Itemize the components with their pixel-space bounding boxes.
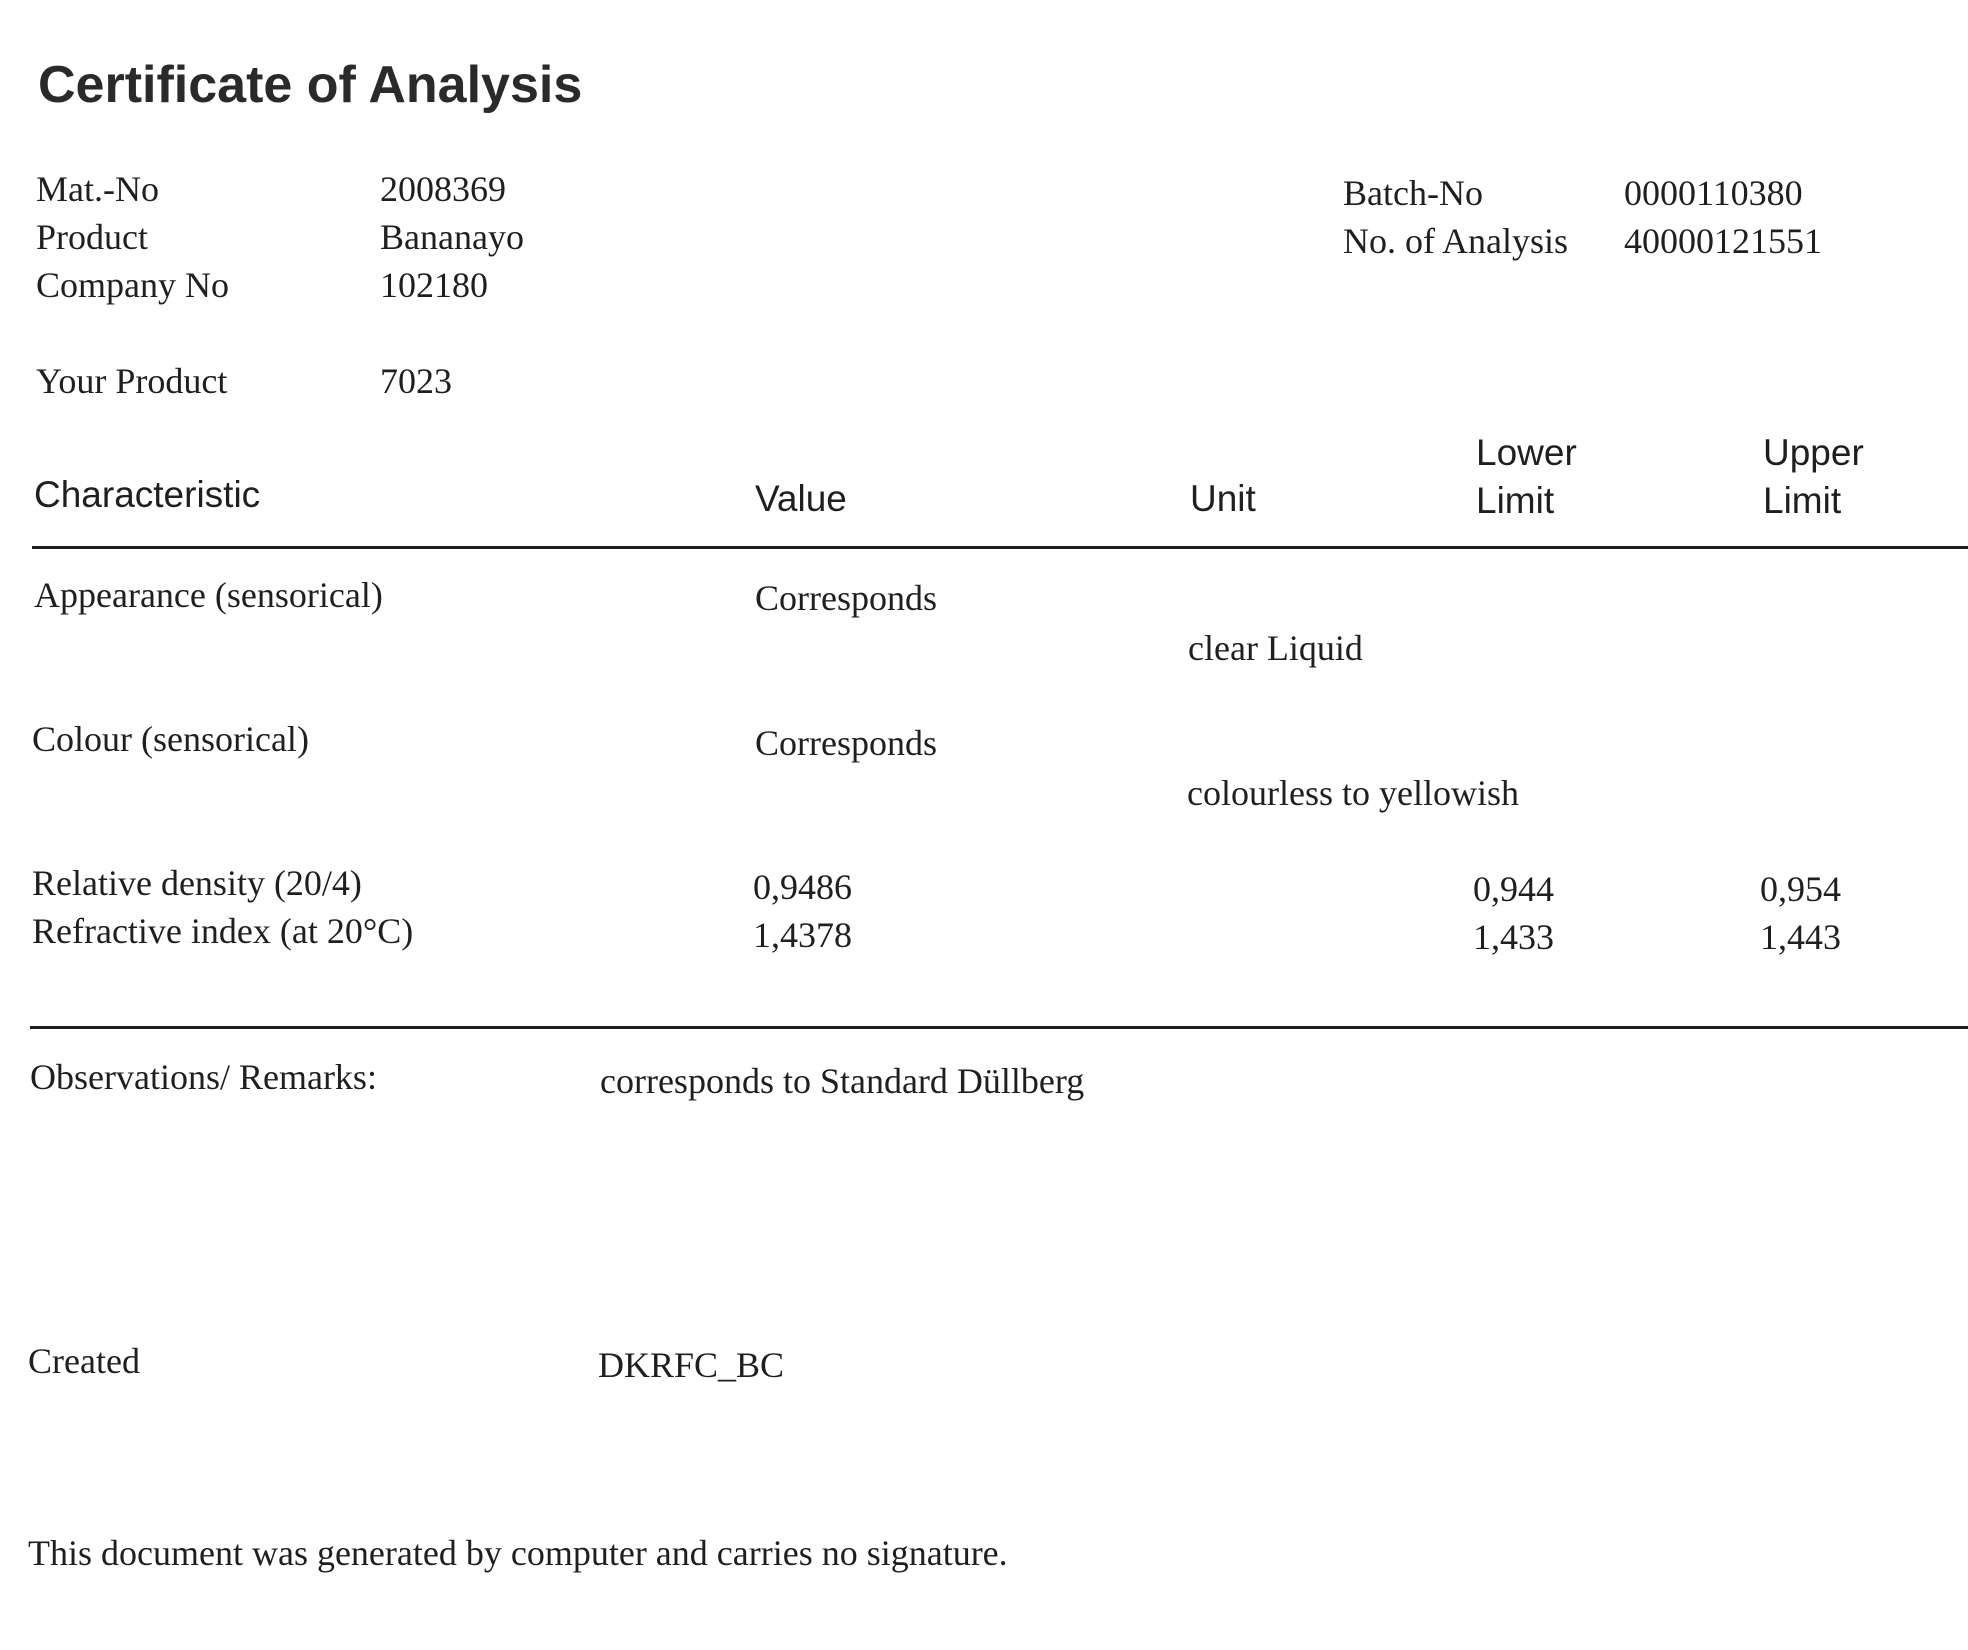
analysis-no-label: No. of Analysis [1343, 221, 1568, 261]
analysis-no-value: 40000121551 [1624, 221, 1822, 261]
mat-no-label: Mat.-No [36, 169, 159, 209]
row-colour-value: Corresponds [755, 723, 937, 763]
created-label: Created [28, 1341, 140, 1381]
row-density-value: 0,9486 [753, 867, 852, 907]
your-product-label: Your Product [36, 361, 228, 401]
row-density-lower: 0,944 [1473, 869, 1554, 909]
row-appearance-spec: clear Liquid [1188, 628, 1363, 668]
row-colour-characteristic: Colour (sensorical) [32, 719, 309, 759]
created-value: DKRFC_BC [598, 1345, 785, 1385]
row-density-upper: 0,954 [1760, 869, 1841, 909]
header-lower-limit-line1: Lower [1476, 432, 1577, 473]
remarks-value: corresponds to Standard Düllberg [600, 1061, 1085, 1101]
header-upper-limit-line1: Upper [1763, 432, 1864, 473]
footer-note: This document was generated by computer and carries no signature. [28, 1533, 1008, 1573]
batch-no-value: 0000110380 [1624, 173, 1803, 213]
row-refractive-upper: 1,443 [1760, 917, 1841, 957]
page-title: Certificate of Analysis [38, 56, 583, 114]
table-bottom-divider [30, 1026, 1968, 1029]
header-upper-limit-line2: Limit [1763, 480, 1842, 521]
row-colour-spec: colourless to yellowish [1187, 773, 1519, 813]
batch-no-label: Batch-No [1343, 173, 1483, 213]
company-no-value: 102180 [380, 265, 488, 305]
product-value: Bananayo [380, 217, 524, 257]
remarks-label: Observations/ Remarks: [30, 1057, 377, 1097]
product-label: Product [36, 217, 148, 257]
your-product-value: 7023 [380, 361, 452, 401]
header-characteristic: Characteristic [34, 474, 261, 515]
row-refractive-characteristic: Refractive index (at 20°C) [32, 911, 414, 951]
row-refractive-lower: 1,433 [1473, 917, 1554, 957]
company-no-label: Company No [36, 265, 229, 305]
header-value: Value [755, 478, 847, 519]
row-refractive-value: 1,4378 [753, 915, 852, 955]
row-appearance-characteristic: Appearance (sensorical) [34, 575, 383, 615]
header-lower-limit-line2: Limit [1476, 480, 1555, 521]
header-divider [32, 546, 1968, 549]
mat-no-value: 2008369 [380, 169, 506, 209]
row-density-characteristic: Relative density (20/4) [32, 863, 362, 903]
row-appearance-value: Corresponds [755, 578, 937, 618]
header-unit: Unit [1190, 478, 1256, 519]
